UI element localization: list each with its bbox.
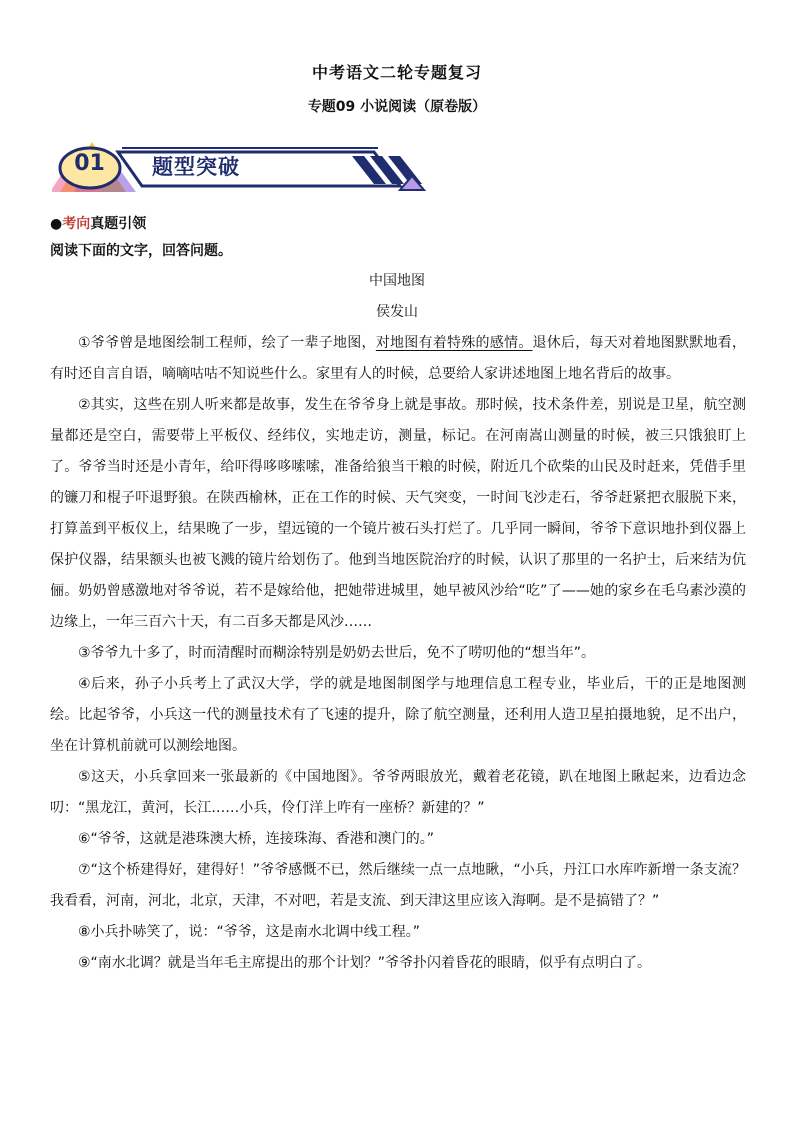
section-heading-text: 真题引领 (90, 216, 147, 232)
banner-number: 01 (74, 151, 105, 176)
reading-instruction: 阅读下面的文字，回答问题。 (50, 243, 232, 259)
paragraph-9: ⑨“南水北调？就是当年毛主席提出的那个计划？”爷爷扑闪着昏花的眼睛，似乎有点明白了。 (78, 955, 652, 971)
section-highlight: 考向 (62, 216, 91, 232)
underlined-phrase: 对地图有着特殊的感情。 (375, 335, 533, 351)
paragraph-5: ⑤这天，小兵拿回来一张最新的《中国地图》。爷爷两眼放光，戴着老花镜，趴在地图上瞅起来，边看边念叨：“黑龙江，黄河，长江……小兵，伶仃洋上咋有一座桥？新建的？” (50, 769, 746, 816)
paragraph-3: ③爷爷九十多了，时而清醒时而糊涂特别是奶奶去世后，免不了唠叨他的“想当年”。 (78, 645, 596, 661)
banner-label: 题型突破 (152, 155, 240, 179)
story-title: 中国地图 (369, 273, 425, 289)
paragraph-7: ⑦“这个桥建得好，建得好！”爷爷感慨不已，然后继续一点一点地瞅，“小兵，丹江口水库咋新增一条支流？我看看，河南，河北，北京，天津，不对吧，若是支流、到天津这里应该入海啊。是不是搞错了？” (50, 862, 746, 909)
bullet-icon: ● (50, 216, 63, 232)
paragraph-4: ④后来，孙子小兵考上了武汉大学，学的就是地图制图学与地理信息工程专业，毕业后，干的正是地图测绘。比起爷爷，小兵这一代的测量技术有了飞速的提升，除了航空测量，还利用人造卫星拍摄地貌，足不出户，坐在计算机前就可以测绘地图。 (50, 676, 746, 754)
paragraph-1-text-b: 退休后，每天对着地图默默地看，有时还自言自语，嘀嘀咕咕不知说些什么。家里有人的时候，总要给人家讲述地图上地名背后的故事。 (50, 335, 746, 382)
section-heading (50, 213, 146, 233)
section-banner (52, 138, 432, 196)
paragraph-6: ⑥“爷爷，这就是港珠澳大桥，连接珠海、香港和澳门的。” (78, 831, 435, 847)
document-title: 中考语文二轮专题复习 (311, 63, 482, 82)
document-subtitle: 专题09 小说阅读（原卷版） (307, 99, 487, 115)
paragraph-1-text-a: ①爷爷曾是地图绘制工程师，绘了一辈子地图， (78, 335, 376, 351)
story-body (50, 328, 746, 979)
paragraph-1 (50, 328, 746, 390)
story-author: 侯发山 (376, 304, 418, 320)
paragraph-2: ②其实，这些在别人听来都是故事，发生在爷爷身上就是事故。那时候，技术条件差，别说是卫星，航空测量都还是空白，需要带上平板仪、经纬仪，实地走访，测量，标记。在河南嵩山测量的时候，被三只饿狼盯上了。爷爷当时还是小青年，给吓得哆哆嗦嗦，准备给狼当干粮的时候，附近几个砍柴的山民及时赶来，凭借手里的镰刀和棍子吓退野狼。在陕西榆林，正在工作的时候、天气突变，一时间飞沙走石，爷爷赶紧把衣服脱下来，打算盖到平板仪上，结果晚了一步，望远镜的一个镜片被石头打烂了。几乎同一瞬间，爷爷下意识地扑到仪器上保护仪器，结果额头也被飞溅的镜片给划伤了。他到当地医院治疗的时候，认识了那里的一名护士，后来结为伉俪。奶奶曾感激地对爷爷说，若不是嫁给他，把她带进城里，她早被风沙给“吃”了——她的家乡在毛乌素沙漠的边缘上，一年三百六十天，有二百多天都是风沙…… (50, 397, 746, 630)
paragraph-8: ⑧小兵扑哧笑了，说：“爷爷，这是南水北调中线工程。” (78, 924, 421, 940)
